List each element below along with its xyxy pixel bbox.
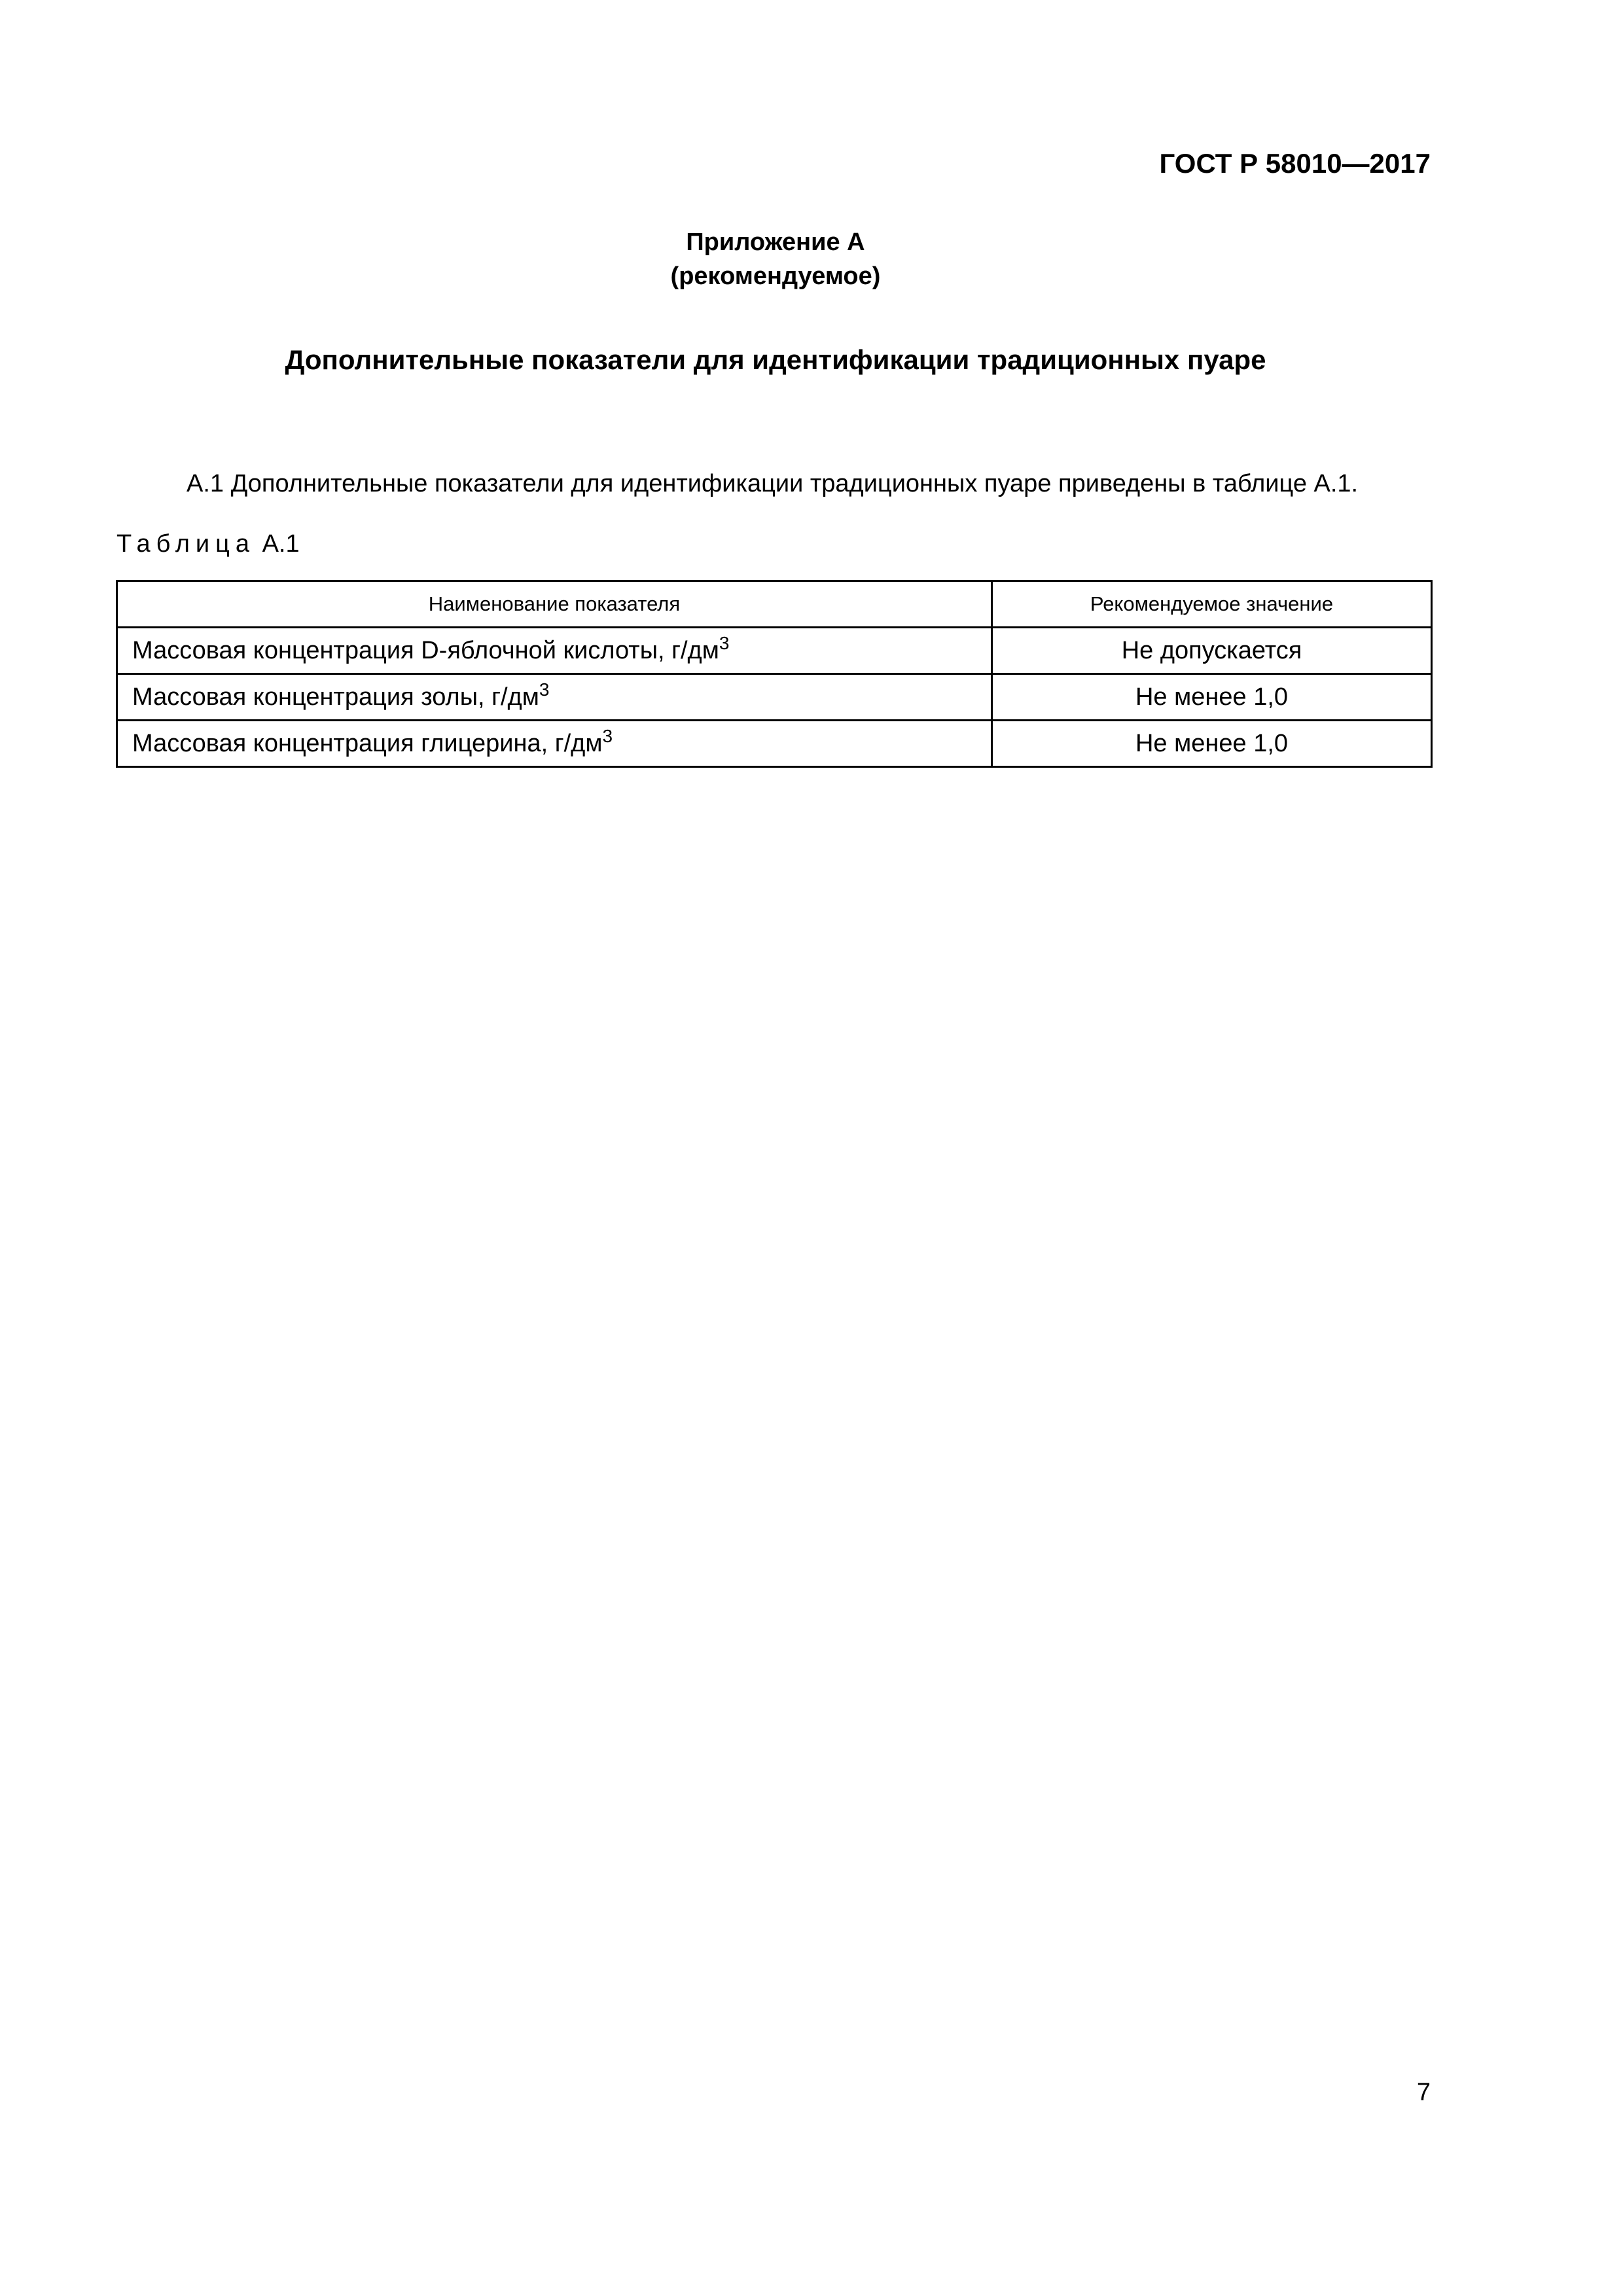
document-code: ГОСТ Р 58010—2017 (1159, 148, 1431, 179)
section-heading: Дополнительные показатели для идентификации традиционных пуаре (285, 344, 1266, 375)
unit-superscript: 3 (539, 679, 550, 700)
header-recommended-value: Рекомендуемое значение (992, 581, 1432, 628)
row-name-text: Массовая концентрация глицерина, г/дм (132, 729, 603, 757)
unit-superscript: 3 (602, 725, 613, 746)
table-row (117, 721, 1432, 767)
row-indicator-name (117, 721, 992, 767)
row-recommended-value: Не допускается (992, 628, 1432, 674)
appendix-block (0, 225, 1551, 293)
table-row (117, 674, 1432, 721)
table-label-word: Таблица (116, 530, 255, 558)
header-indicator-name: Наименование показателя (117, 581, 992, 628)
row-indicator-name (117, 628, 992, 674)
page-number: 7 (1416, 2079, 1431, 2106)
row-recommended-value: Не менее 1,0 (992, 721, 1432, 767)
table-header-row (117, 581, 1432, 628)
appendix-status: (рекомендуемое) (670, 262, 881, 290)
row-recommended-value: Не менее 1,0 (992, 674, 1432, 721)
unit-superscript: 3 (719, 632, 730, 653)
appendix-title: Приложение А (686, 228, 865, 256)
table-label (116, 530, 300, 558)
table-row (117, 628, 1432, 674)
row-indicator-name (117, 674, 992, 721)
intro-paragraph: А.1 Дополнительные показатели для идентификации традиционных пуаре приведены в таблице А.1. (187, 470, 1359, 497)
row-name-text: Массовая концентрация золы, г/дм (132, 683, 539, 711)
row-name-text: Массовая концентрация D-яблочной кислоты, г/дм (132, 636, 719, 664)
table-label-number: А.1 (262, 530, 300, 558)
indicators-table (116, 580, 1433, 768)
